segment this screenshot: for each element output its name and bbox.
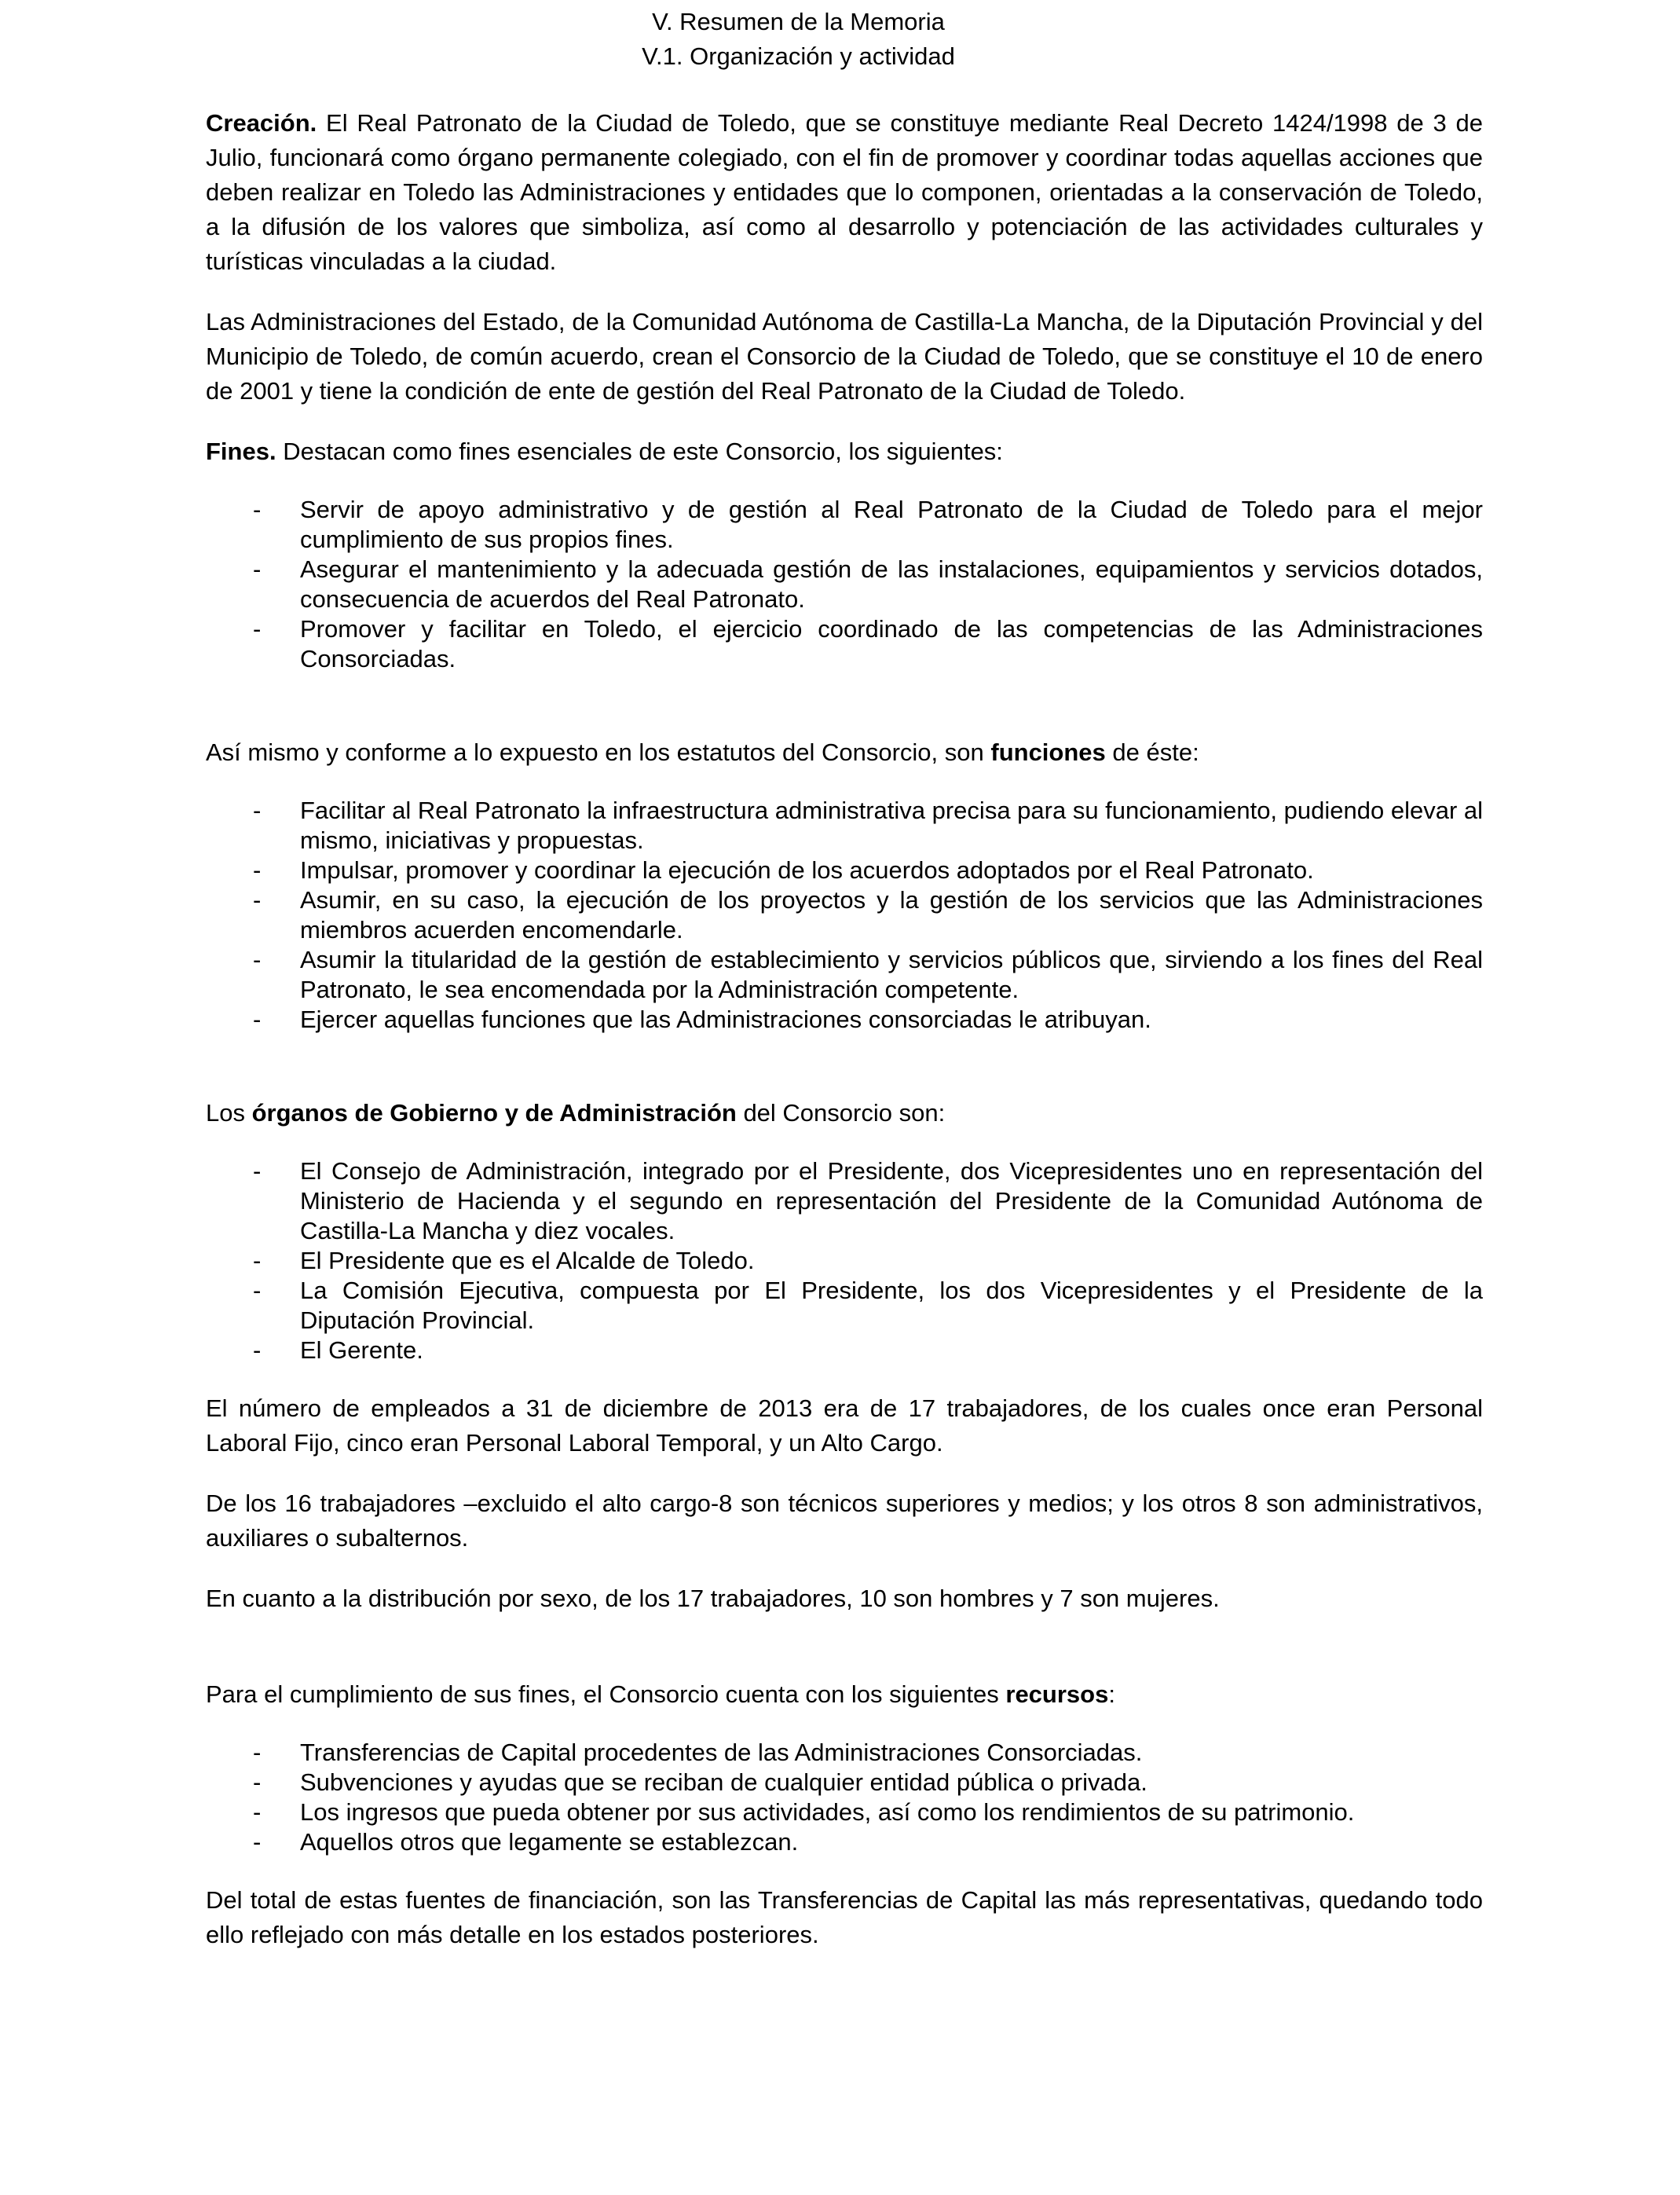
dash-marker: - <box>253 615 262 643</box>
fines-intro-text: Destacan como fines esenciales de este Consorcio, los siguientes: <box>276 438 1003 465</box>
dash-marker: - <box>253 797 262 824</box>
organos-intro: Los órganos de Gobierno y de Administración del Consorcio son: <box>206 1099 946 1127</box>
list-item: - La Comisión Ejecutiva, compuesta por El Presidente, los dos Vicepresidentes y el Presidente de la Diputación Provincial. <box>253 1277 1483 1334</box>
recursos-intro: Para el cumplimiento de sus fines, el Consorcio cuenta con los siguientes recursos: <box>206 1680 1115 1708</box>
dash-marker: - <box>253 1336 262 1364</box>
list-item: - Facilitar al Real Patronato la infraestructura administrativa precisa para su funcionamiento, pudiendo elevar al mismo, iniciativas y propuestas. <box>253 797 1484 854</box>
list-item: - Transferencias de Capital procedentes de las Administraciones Consorciadas. <box>253 1739 1143 1766</box>
dash-marker: - <box>253 886 262 914</box>
spacer <box>206 700 1483 735</box>
list-item: - Asegurar el mantenimiento y la adecuada gestión de las instalaciones, equipamientos y servicios dotados, consecuencia de acuerdos del Real Patronato. <box>253 555 1483 613</box>
empleados-categorias-paragraph: De los 16 trabajadores –excluido el alto cargo-8 son técnicos superiores y medios; y los otros 8 son administrativos, auxiliares o subalternos. <box>206 1490 1483 1552</box>
dash-marker: - <box>253 1157 262 1185</box>
fines-intro <box>206 434 1483 469</box>
spacer <box>206 1642 1483 1677</box>
recursos-label: recursos <box>1005 1680 1109 1708</box>
dash-marker: - <box>253 1768 262 1796</box>
funciones-list <box>206 796 1483 1035</box>
list-item: - Promover y facilitar en Toledo, el ejercicio coordinado de las competencias de las Administraciones Consorciadas. <box>253 615 1483 672</box>
dash-marker: - <box>253 1798 262 1826</box>
organos-list <box>206 1156 1483 1365</box>
document-header <box>206 5 1391 74</box>
list-item: - Ejercer aquellas funciones que las Administraciones consorciadas le atribuyan. <box>253 1006 1151 1033</box>
section-subtitle: V.1. Organización y actividad <box>642 42 955 70</box>
creacion-text: El Real Patronato de la Ciudad de Toledo, que se constituye mediante Real Decreto 1424/1998 de 3 de Julio, funcionará como órgano permanente colegiado, con el fin de promover y coordinar todas aquellas acciones que deben realizar en Toledo las Administraciones y entidades que lo componen, orientadas a la conservación de Toledo, a la difusión de los valores que simboliza, así como al desarrollo y potenciación de las actividades culturales y turísticas vinculadas a la ciudad. <box>206 109 1483 275</box>
dash-marker: - <box>253 555 262 583</box>
list-item: - El Presidente que es el Alcalde de Toledo. <box>253 1247 755 1274</box>
list-item: - Los ingresos que pueda obtener por sus actividades, así como los rendimientos de su patrimonio. <box>253 1798 1355 1826</box>
dash-marker: - <box>253 1277 262 1304</box>
dash-marker: - <box>253 856 262 884</box>
list-item: - Asumir la titularidad de la gestión de establecimiento y servicios públicos que, sirviendo a los fines del Real Patronato, le sea encomendada por la Administración competente. <box>253 946 1483 1003</box>
funciones-intro: Así mismo y conforme a lo expuesto en los estatutos del Consorcio, son funciones de éste: <box>206 738 1199 766</box>
section-title: V. Resumen de la Memoria <box>652 8 945 35</box>
dash-marker: - <box>253 1247 262 1274</box>
conclusion-paragraph: Del total de estas fuentes de financiación, son las Transferencias de Capital las más representativas, quedando todo ello reflejado con más detalle en los estados posteriores. <box>206 1886 1483 1948</box>
funciones-label: funciones <box>990 738 1106 766</box>
organos-label: órganos de Gobierno y de Administración <box>251 1099 737 1127</box>
creacion-paragraph <box>206 106 1483 279</box>
list-item: - El Gerente. <box>253 1336 423 1364</box>
fines-list <box>206 495 1483 674</box>
list-item: - El Consejo de Administración, integrado por el Presidente, dos Vicepresidentes uno en representación del Ministerio de Hacienda y el segundo en representación del Presidente de la Comunidad Autónoma de Castilla-La Mancha y diez vocales. <box>253 1157 1483 1244</box>
empleados-paragraph: El número de empleados a 31 de diciembre de 2013 era de 17 trabajadores, de los cuales once eran Personal Laboral Fijo, cinco eran Personal Laboral Temporal, y un Alto Cargo. <box>206 1394 1483 1457</box>
empleados-sexo-paragraph: En cuanto a la distribución por sexo, de los 17 trabajadores, 10 son hombres y 7 son mujeres. <box>206 1585 1220 1612</box>
list-item: - Impulsar, promover y coordinar la ejecución de los acuerdos adoptados por el Real Patronato. <box>253 856 1314 884</box>
spacer <box>206 1061 1483 1096</box>
dash-marker: - <box>253 496 262 523</box>
recursos-list <box>206 1738 1483 1857</box>
dash-marker: - <box>253 1006 262 1033</box>
list-item: - Asumir, en su caso, la ejecución de los proyectos y la gestión de los servicios que las Administraciones miembros acuerden encomendarle. <box>253 886 1483 944</box>
dash-marker: - <box>253 946 262 973</box>
list-item: - Servir de apoyo administrativo y de gestión al Real Patronato de la Ciudad de Toledo para el mejor cumplimiento de sus propios fines. <box>253 496 1483 553</box>
list-item: - Subvenciones y ayudas que se reciban de cualquier entidad pública o privada. <box>253 1768 1147 1796</box>
list-item: - Aquellos otros que legamente se establezcan. <box>253 1828 799 1856</box>
dash-marker: - <box>253 1739 262 1766</box>
document-body <box>206 106 1483 1978</box>
consorcio-paragraph: Las Administraciones del Estado, de la Comunidad Autónoma de Castilla-La Mancha, de la Diputación Provincial y del Municipio de Toledo, de común acuerdo, crean el Consorcio de la Ciudad de Toledo, que se constituye el 10 de enero de 2001 y tiene la condición de ente de gestión del Real Patronato de la Ciudad de Toledo. <box>206 308 1483 405</box>
creacion-label: Creación. <box>206 109 317 137</box>
fines-label: Fines. <box>206 438 276 465</box>
dash-marker: - <box>253 1828 262 1856</box>
